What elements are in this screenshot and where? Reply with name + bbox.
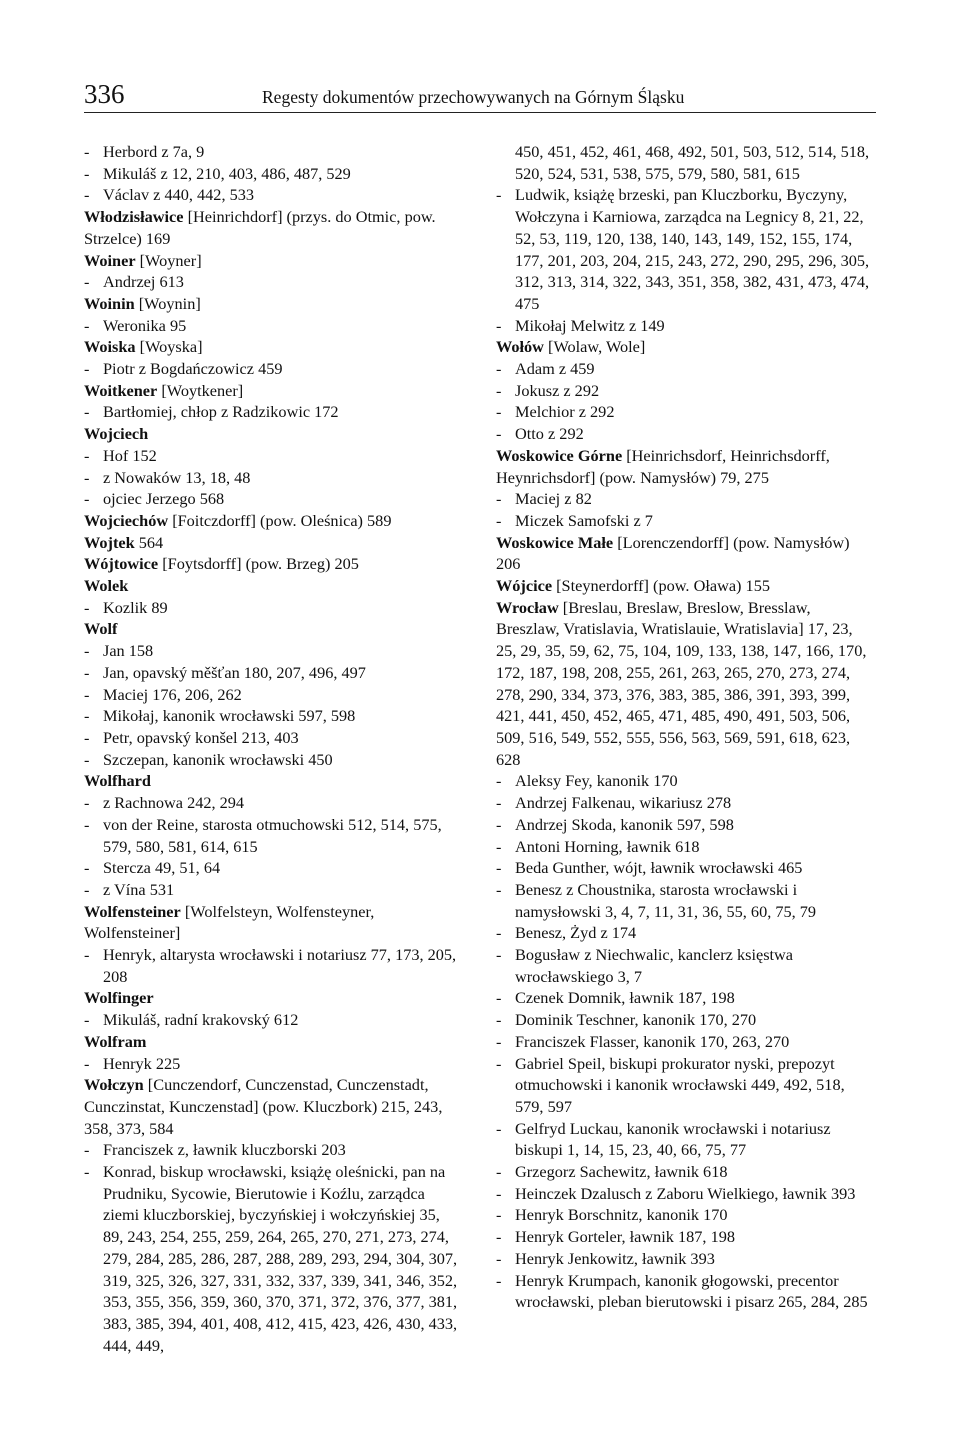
entry-headword: Wrocław	[496, 597, 559, 617]
entry-headword: Woiner	[84, 250, 136, 270]
subentry-dash: -	[496, 1248, 502, 1268]
subentry-text: Adam z 459	[515, 359, 595, 379]
subentry-dash: -	[84, 1140, 90, 1160]
index-entry	[84, 618, 464, 640]
index-entry	[84, 553, 464, 575]
subentry-text: Jan 158	[103, 641, 154, 661]
subentry-text: Andrzej Skoda, kanonik 597, 598	[515, 814, 734, 834]
index-subentry	[84, 727, 464, 749]
subentry-text: Henryk Gorteler, ławnik 187, 198	[515, 1227, 735, 1247]
entry-headword: Wolfensteiner	[84, 901, 181, 921]
entry-detail: [Foytsdorff] (pow. Brzeg) 205	[162, 554, 359, 574]
subentry-text: Herbord z 7a, 9	[103, 142, 205, 161]
entry-headword: Wolfinger	[84, 988, 154, 1008]
entry-detail: [Heinrichsdorf, Heinrichsdorff, Heynrichsdorf] (pow. Namysłów) 79, 275	[496, 445, 830, 487]
subentry-dash: -	[84, 315, 90, 335]
subentry-dash: -	[84, 858, 90, 878]
subentry-text: Maciej z 82	[515, 489, 592, 509]
index-subentry	[84, 271, 464, 293]
index-subentry	[84, 1161, 464, 1356]
entry-detail: [Wolfelsteyn, Wolfensteyner, Wolfensteiner]	[84, 901, 375, 943]
subentry-text: Benesz z Choustnika, starosta wrocławski i namysłowski 3, 4, 7, 11, 31, 36, 55, 60, 75, 79	[515, 879, 817, 921]
subentry-dash: -	[84, 945, 90, 965]
index-subentry	[84, 792, 464, 814]
index-subentry	[496, 814, 876, 836]
entry-detail: [Breslau, Breslaw, Breslow, Bresslaw, Breszlaw, Vratislavia, Wratislauie, Wratislavia] 17, 23, 25, 29, 35, 59, 62, 75, 104, 109, 133, 138, 147, 166, 170, 172, 187, 198, 208, 255, 261, 263, 265, 270, 273, 274, 278, 290, 334, 373, 376, 383, 385, 386, 391, 393, 399, 421, 441, 450, 452, 465, 471, 485, 490, 491, 503, 506, 509, 516, 549, 552, 555, 556, 563, 569, 591, 618, 623, 628	[496, 597, 867, 769]
subentry-dash: -	[496, 1010, 502, 1030]
entry-detail: [Wolaw, Wole]	[548, 337, 646, 357]
index-subentry	[84, 315, 464, 337]
subentry-dash: -	[84, 402, 90, 422]
subentry-dash: -	[496, 793, 502, 813]
subentry-text: Jan, opavský měšťan 180, 207, 496, 497	[103, 662, 366, 682]
index-subentry	[496, 315, 876, 337]
subentry-dash: -	[496, 1227, 502, 1247]
subentry-dash: -	[84, 597, 90, 617]
subentry-dash: -	[84, 185, 90, 205]
entry-headword: Wołów	[496, 337, 544, 357]
entry-headword: Włodzisławice	[84, 207, 184, 227]
index-entry	[84, 1031, 464, 1053]
entry-headword: Wojciech	[84, 424, 149, 444]
index-subentry	[84, 467, 464, 489]
index-subentry	[84, 705, 464, 727]
index-entry	[84, 380, 464, 402]
subentry-text: Otto z 292	[515, 424, 584, 444]
subentry-dash: -	[496, 814, 502, 834]
subentry-text: Szczepan, kanonik wrocławski 450	[103, 749, 333, 769]
subentry-dash: -	[84, 1010, 90, 1030]
index-subentry	[84, 662, 464, 684]
subentry-dash: -	[84, 272, 90, 292]
index-subentry	[496, 358, 876, 380]
subentry-text: Henryk, altarysta wrocławski i notariusz 77, 173, 205, 208	[103, 945, 457, 986]
index-column-left	[84, 141, 464, 1356]
index-subentry	[496, 510, 876, 532]
subentry-dash: -	[496, 1118, 502, 1138]
subentry-dash: -	[84, 142, 90, 161]
index-subentry	[84, 684, 464, 706]
entry-headword: Woskowice Małe	[496, 532, 614, 552]
subentry-text: z Vína 531	[103, 879, 175, 899]
index-entry	[84, 575, 464, 597]
index-subentry	[84, 944, 464, 987]
entry-detail: [Cunczendorf, Cunczenstad, Cunczenstadt, Cunczinstat, Kunczenstad] (pow. Kluczbork) 215, 243, 358, 373, 584	[84, 1075, 443, 1138]
continuation-text: 450, 451, 452, 461, 468, 492, 501, 503, 512, 514, 518, 520, 524, 531, 538, 575, 579, 580, 581, 615	[515, 142, 870, 183]
index-subentry	[84, 597, 464, 619]
index-entry	[84, 987, 464, 1009]
subentry-text: Konrad, biskup wrocławski, książę oleśnicki, pan na Prudniku, Sycowie, Bierutowie i Koźlu, zarządca ziemi kluczborskiej, byczyńskiej i wołczyńskiej 35, 89, 243, 254, 255, 259, 264, 265, 270, 271, 273, 274, 279, 284, 285, 286, 287, 288, 289, 293, 294, 304, 307, 319, 325, 326, 327, 331, 332, 337, 339, 341, 346, 352, 353, 355, 356, 359, 360, 370, 371, 372, 376, 377, 381, 383, 385, 394, 401, 408, 412, 415, 423, 426, 430, 433, 444, 449,	[103, 1162, 458, 1355]
index-entry	[84, 532, 464, 554]
index-subentry	[84, 163, 464, 185]
subentry-dash: -	[496, 836, 502, 856]
index-subentry	[496, 1053, 876, 1118]
subentry-dash: -	[84, 749, 90, 769]
entry-detail: [Heinrichdorf] (przys. do Otmic, pow. Strzelce) 169	[84, 207, 436, 248]
subentry-text: von der Reine, starosta otmuchowski 512, 514, 575, 579, 580, 581, 614, 615	[103, 814, 442, 856]
subentry-dash: -	[84, 727, 90, 747]
entry-headword: Woitkener	[84, 380, 158, 400]
index-subentry	[84, 1139, 464, 1161]
subentry-text: Czenek Domnik, ławnik 187, 198	[515, 988, 735, 1008]
index-entry	[84, 206, 464, 249]
subentry-text: Aleksy Fey, kanonik 170	[515, 771, 678, 791]
index-entry	[84, 901, 464, 944]
index-entry	[496, 445, 876, 488]
subentry-text: Henryk Borschnitz, kanonik 170	[515, 1205, 728, 1225]
entry-detail: [Woyner]	[139, 250, 202, 270]
subentry-dash: -	[496, 315, 502, 335]
subentry-dash: -	[84, 489, 90, 509]
subentry-text: Melchior z 292	[515, 402, 615, 422]
subentry-text: Piotr z Bogdańczowicz 459	[103, 359, 283, 379]
index-subentry	[496, 1270, 876, 1313]
subentry-dash: -	[496, 945, 502, 965]
index-subentry	[496, 1183, 876, 1205]
entry-detail: [Woynin]	[138, 293, 201, 313]
index-entry	[84, 510, 464, 532]
entry-headword: Wolek	[84, 576, 129, 596]
entry-headword: Wolfram	[84, 1031, 147, 1051]
page-number: 336	[84, 79, 125, 109]
subentry-text: Jokusz z 292	[515, 380, 600, 400]
running-title: Regesty dokumentów przechowywanych na Górnym Śląsku	[262, 87, 685, 107]
entry-detail: [Woyska]	[139, 337, 203, 357]
subentry-text: Heinczek Dzalusch z Zaboru Wielkiego, ławnik 393	[515, 1183, 856, 1203]
index-subentry	[496, 944, 876, 987]
entry-detail: [Foitczdorff] (pow. Oleśnica) 589	[172, 510, 392, 530]
subentry-text: Bogusław z Niechwalic, kanclerz księstwa wrocławskiego 3, 7	[515, 945, 794, 986]
index-subentry	[84, 814, 464, 857]
index-subentry	[84, 488, 464, 510]
entry-detail: 564	[138, 532, 164, 552]
subentry-text: Hof 152	[103, 445, 157, 465]
subentry-text: Henryk Jenkowitz, ławnik 393	[515, 1248, 715, 1268]
subentry-dash: -	[496, 1183, 502, 1203]
index-subentry	[496, 1226, 876, 1248]
index-subentry	[84, 141, 464, 163]
subentry-text: Stercza 49, 51, 64	[103, 858, 221, 878]
subentry-dash: -	[496, 771, 502, 791]
subentry-text: z Nowaków 13, 18, 48	[103, 467, 251, 487]
running-header	[84, 78, 876, 114]
index-subentry	[84, 879, 464, 901]
index-entry	[84, 336, 464, 358]
index-entry	[84, 293, 464, 315]
index-subentry	[496, 380, 876, 402]
subentry-dash: -	[496, 489, 502, 509]
entry-headword: Wołczyn	[84, 1075, 144, 1095]
subentry-dash: -	[496, 1053, 502, 1073]
entry-headword: Wolf	[84, 619, 118, 639]
header-rule	[84, 112, 876, 113]
index-subentry	[496, 922, 876, 944]
subentry-dash: -	[84, 467, 90, 487]
subentry-text: Weronika 95	[103, 315, 187, 335]
index-subentry	[496, 401, 876, 423]
subentry-dash: -	[496, 1162, 502, 1182]
index-subentry	[496, 857, 876, 879]
subentry-dash: -	[496, 1270, 502, 1290]
entry-headword: Wojciechów	[84, 510, 169, 530]
subentry-dash: -	[84, 1053, 90, 1073]
index-entry	[496, 575, 876, 597]
index-subentry	[496, 770, 876, 792]
subentry-text: z Rachnowa 242, 294	[103, 793, 245, 813]
index-subentry	[496, 1248, 876, 1270]
index-subentry	[496, 792, 876, 814]
index-subentry	[496, 184, 876, 314]
subentry-dash: -	[496, 424, 502, 444]
subentry-dash: -	[496, 380, 502, 400]
subentry-text: Mikołaj Melwitz z 149	[515, 315, 665, 335]
subentry-dash: -	[84, 359, 90, 379]
subentry-text: Grzegorz Sachewitz, ławnik 618	[515, 1162, 728, 1182]
index-subentry	[496, 1204, 876, 1226]
index-entry	[496, 597, 876, 771]
index-subentry	[84, 1009, 464, 1031]
index-subentry	[496, 1161, 876, 1183]
subentry-text: Franciszek Flasser, kanonik 170, 263, 270	[515, 1031, 790, 1051]
subentry-text: Václav z 440, 442, 533	[103, 185, 255, 205]
index-subentry	[84, 358, 464, 380]
index-column-right	[496, 141, 876, 1313]
subentry-dash: -	[496, 923, 502, 943]
subentry-dash: -	[496, 359, 502, 379]
index-subentry	[84, 857, 464, 879]
subentry-dash: -	[84, 641, 90, 661]
subentry-dash: -	[84, 793, 90, 813]
index-entry	[496, 532, 876, 575]
index-subentry	[84, 184, 464, 206]
subentry-text: Gabriel Speil, biskupi prokurator nyski, prepozyt otmuchowski i kanonik wrocławski 449, 492, 518, 579, 597	[515, 1053, 845, 1116]
index-subentry	[84, 1053, 464, 1075]
index-subentry	[84, 640, 464, 662]
subentry-text: Franciszek z, ławnik kluczborski 203	[103, 1140, 346, 1160]
index-entry	[84, 1074, 464, 1139]
subentry-text: Andrzej 613	[103, 272, 184, 292]
subentry-dash: -	[84, 445, 90, 465]
index-subentry	[496, 879, 876, 922]
subentry-dash: -	[496, 1031, 502, 1051]
subentry-text: Maciej 176, 206, 262	[103, 684, 242, 704]
subentry-dash: -	[496, 510, 502, 530]
index-entry	[84, 770, 464, 792]
subentry-text: Kozlik 89	[103, 597, 168, 617]
subentry-text: Miczek Samofski z 7	[515, 510, 653, 530]
subentry-dash: -	[496, 858, 502, 878]
subentry-text: Henryk Krumpach, kanonik głogowski, precentor wrocławski, pleban bierutowski i pisarz 265, 284, 285	[515, 1270, 868, 1312]
subentry-text: Mikuláš z 12, 210, 403, 486, 487, 529	[103, 163, 351, 183]
index-subentry	[496, 1009, 876, 1031]
index-subentry	[84, 401, 464, 423]
subentry-text: Ludwik, książę brzeski, pan Kluczborku, Byczyny, Wołczyna i Karniowa, zarządca na Legnicy 8, 21, 22, 52, 53, 119, 120, 138, 140, 143, 149, 152, 155, 174, 177, 201, 203, 204, 215, 243, 272, 290, 295, 296, 305, 312, 313, 314, 322, 343, 351, 358, 382, 431, 473, 474, 475	[515, 185, 870, 313]
index-entry	[496, 336, 876, 358]
subentry-dash: -	[496, 402, 502, 422]
subentry-text: Henryk 225	[103, 1053, 181, 1073]
subentry-dash: -	[496, 879, 502, 899]
subentry-text: Benesz, Żyd z 174	[515, 923, 637, 943]
entry-headword: Wolfhard	[84, 771, 151, 791]
subentry-dash: -	[84, 879, 90, 899]
index-entry	[84, 423, 464, 445]
subentry-text: Beda Gunther, wójt, ławnik wrocławski 465	[515, 858, 803, 878]
entry-headword: Wójtowice	[84, 554, 159, 574]
subentry-text: Mikuláš, radní krakovský 612	[103, 1010, 299, 1030]
subentry-text: Bartłomiej, chłop z Radzikowic 172	[103, 402, 339, 422]
entry-detail: [Lorenczendorff] (pow. Namysłów) 206	[496, 532, 850, 574]
entry-headword: Woskowice Górne	[496, 445, 623, 465]
index-subentry	[496, 1031, 876, 1053]
index-subentry	[496, 423, 876, 445]
index-subentry	[496, 987, 876, 1009]
entry-headword: Wojtek	[84, 532, 135, 552]
subentry-text: Gelfryd Luckau, kanonik wrocławski i notariusz biskupi 1, 14, 15, 23, 40, 66, 75, 77	[515, 1118, 831, 1160]
subentry-dash: -	[84, 1162, 90, 1182]
index-entry	[84, 250, 464, 272]
subentry-dash: -	[84, 662, 90, 682]
index-subentry	[84, 445, 464, 467]
index-subentry	[496, 488, 876, 510]
index-subentry	[496, 836, 876, 858]
entry-headword: Wójcice	[496, 576, 553, 596]
index-subentry	[496, 1118, 876, 1161]
index-continuation	[496, 141, 876, 184]
subentry-text: Andrzej Falkenau, wikariusz 278	[515, 793, 732, 813]
entry-headword: Woiska	[84, 337, 136, 357]
subentry-dash: -	[84, 814, 90, 834]
subentry-dash: -	[84, 706, 90, 726]
subentry-text: Antoni Horning, ławnik 618	[515, 836, 700, 856]
subentry-text: Mikołaj, kanonik wrocławski 597, 598	[103, 706, 356, 726]
subentry-text: Petr, opavský konšel 213, 403	[103, 727, 299, 747]
entry-detail: [Woytkener]	[161, 380, 244, 400]
index-subentry	[84, 749, 464, 771]
subentry-dash: -	[84, 684, 90, 704]
subentry-text: ojciec Jerzego 568	[103, 489, 225, 509]
subentry-dash: -	[84, 163, 90, 183]
subentry-dash: -	[496, 185, 502, 205]
subentry-dash: -	[496, 988, 502, 1008]
subentry-text: Dominik Teschner, kanonik 170, 270	[515, 1010, 757, 1030]
subentry-dash: -	[496, 1205, 502, 1225]
entry-detail: [Steynerdorff] (pow. Oława) 155	[556, 576, 770, 596]
entry-headword: Woinin	[84, 293, 135, 313]
